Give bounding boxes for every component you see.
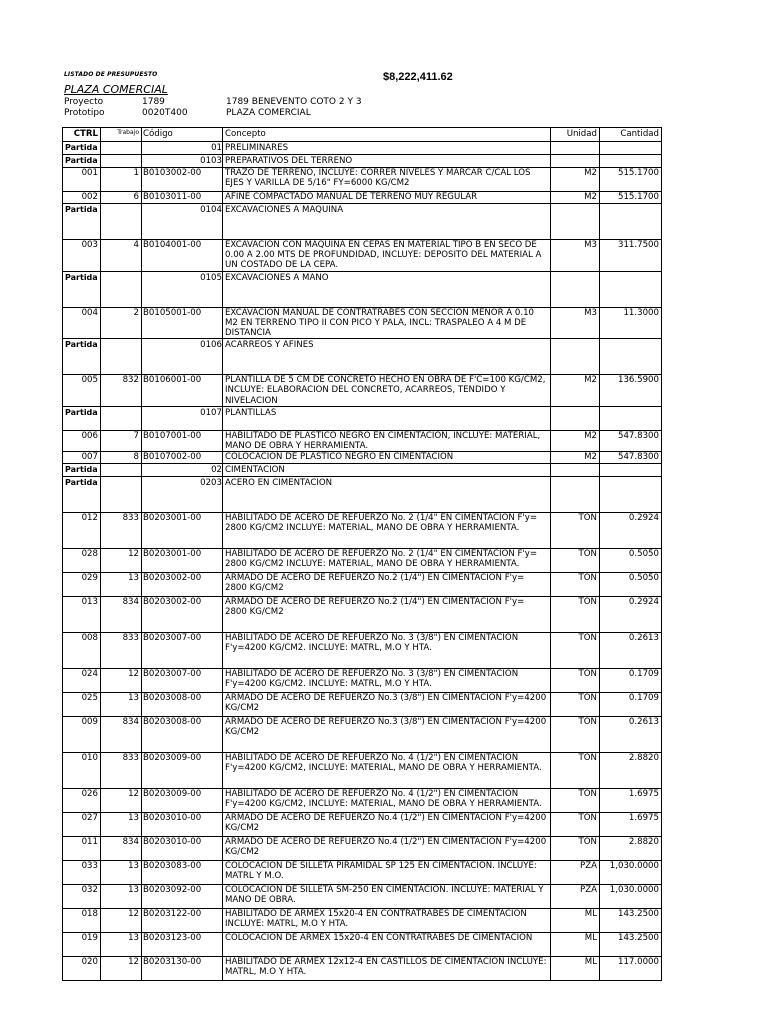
proyecto-code: 1789	[142, 97, 165, 107]
proyecto-desc: 1789 BENEVENTO COTO 2 Y 3	[226, 97, 362, 107]
unidad-cell: TON	[551, 753, 600, 789]
empty-cell	[551, 271, 600, 307]
empty-cell	[600, 271, 662, 307]
partida-row	[63, 406, 662, 430]
codigo-cell: B0203010-00	[142, 837, 223, 861]
unidad-cell: TON	[551, 837, 600, 861]
ctrl-cell: 027	[63, 813, 101, 837]
concepto-cell: HABILITADO DE ACERO DE REFUERZO No. 2 (1/4" EN CIMENTACION F'y= 2800 KG/CM2 INCLUYE: MATERIAL, MANO DE OBRA Y HERRAMIENTA.	[223, 549, 551, 573]
prototipo-code: 0020T400	[142, 108, 188, 118]
cantidad-cell: 117.0000	[600, 957, 662, 981]
ctrl-cell: 005	[63, 375, 101, 407]
trabajo-cell: 12	[101, 549, 142, 573]
empty-cell	[600, 406, 662, 430]
prototipo-label: Prototipo	[64, 108, 105, 118]
trabajo-cell: 2	[101, 307, 142, 339]
table-row	[63, 430, 662, 451]
col-header-unidad: Unidad	[551, 128, 600, 142]
trabajo-cell: 4	[101, 240, 142, 272]
codigo-cell: B0203002-00	[142, 573, 223, 597]
concepto-cell: ARMADO DE ACERO DE REFUERZO No.4 (1/2") EN CIMENTACION F'y=4200 KG/CM2	[223, 813, 551, 837]
budget-total: $8,222,411.62	[383, 71, 453, 83]
prototipo-desc: PLAZA COMERCIAL	[226, 108, 311, 118]
trabajo-cell: 6	[101, 192, 142, 204]
unidad-cell: TON	[551, 549, 600, 573]
table-row	[63, 452, 662, 464]
ctrl-cell: 008	[63, 633, 101, 669]
codigo-cell: B0203001-00	[142, 549, 223, 573]
ctrl-cell: 033	[63, 861, 101, 885]
ctrl-cell: 002	[63, 192, 101, 204]
cantidad-cell: 2.8820	[600, 837, 662, 861]
concepto-cell: HABILITADO DE ACERO DE REFUERZO No. 4 (1/2") EN CIMENTACION F'y=4200 KG/CM2, INCLUYE: MATERIAL, MANO DE OBRA Y HERRAMIENTA.	[223, 753, 551, 789]
partida-concept: EXCAVACIONES A MAQUINA	[223, 204, 551, 240]
table-body	[63, 142, 662, 981]
partida-concept: PRELIMINARES	[223, 142, 551, 155]
unidad-cell: M2	[551, 452, 600, 464]
trabajo-cell: 832	[101, 375, 142, 407]
cantidad-cell: 515.1700	[600, 168, 662, 192]
ctrl-cell: 020	[63, 957, 101, 981]
table-row	[63, 192, 662, 204]
ctrl-cell: 013	[63, 597, 101, 633]
cantidad-cell: 0.2613	[600, 717, 662, 753]
cantidad-cell: 143.2500	[600, 909, 662, 933]
partida-label: Partida	[63, 464, 101, 477]
concepto-cell: COLOCACION DE PLASTICO NEGRO EN CIMENTACION	[223, 452, 551, 464]
codigo-cell: B0107002-00	[142, 452, 223, 464]
cantidad-cell: 1,030.0000	[600, 861, 662, 885]
partida-row	[63, 204, 662, 240]
budget-table	[62, 127, 662, 981]
table-row	[63, 693, 662, 717]
trabajo-cell: 12	[101, 957, 142, 981]
concepto-cell: ARMADO DE ACERO DE REFUERZO No.3 (3/8") EN CIMENTACION F'y=4200 KG/CM2	[223, 693, 551, 717]
proyecto-label: Proyecto	[64, 97, 104, 107]
codigo-cell: B0203092-00	[142, 885, 223, 909]
partida-concept: ACARREOS Y AFINES	[223, 339, 551, 375]
concepto-cell: HABILITADO DE ARMEX 12x12-4 EN CASTILLOS DE CIMENTACION INCLUYE: MATRL, M.O Y HTA.	[223, 957, 551, 981]
col-header-codigo: Código	[142, 128, 223, 142]
partida-concept: CIMENTACION	[223, 464, 551, 477]
empty-cell	[101, 271, 142, 307]
trabajo-cell: 834	[101, 597, 142, 633]
trabajo-cell: 13	[101, 573, 142, 597]
codigo-cell: B0203007-00	[142, 669, 223, 693]
cantidad-cell: 547.8300	[600, 452, 662, 464]
partida-code: 02	[142, 464, 223, 477]
table-row	[63, 168, 662, 192]
concepto-cell: COLOCACION DE SILLETA SM-250 EN CIMENTACION. INCLUYE: MATERIAL Y MANO DE OBRA.	[223, 885, 551, 909]
table-row	[63, 669, 662, 693]
table-row	[63, 597, 662, 633]
partida-code: 0105	[142, 271, 223, 307]
empty-cell	[551, 464, 600, 477]
trabajo-cell: 13	[101, 813, 142, 837]
table-row	[63, 753, 662, 789]
concepto-cell: HABILITADO DE ACERO DE REFUERZO No. 4 (1/2") EN CIMENTACION F'y=4200 KG/CM2, INCLUYE: MATERIAL, MANO DE OBRA Y HERRAMIENTA.	[223, 789, 551, 813]
table-row	[63, 933, 662, 957]
empty-cell	[101, 406, 142, 430]
concepto-cell: HABILITADO DE ACERO DE REFUERZO No. 3 (3/8") EN CIMENTACION F'y=4200 KG/CM2. INCLUYE: MATRL, M.O Y HTA.	[223, 633, 551, 669]
partida-concept: PLANTILLAS	[223, 406, 551, 430]
concepto-cell: HABILITADO DE ARMEX 15x20-4 EN CONTRATRABES DE CIMENTACION INCLUYE: MATRL, M.O Y HTA.	[223, 909, 551, 933]
table-row	[63, 837, 662, 861]
table-row	[63, 717, 662, 753]
partida-row	[63, 477, 662, 513]
partida-code: 0103	[142, 155, 223, 168]
empty-cell	[600, 204, 662, 240]
table-row	[63, 573, 662, 597]
table-row	[63, 549, 662, 573]
concepto-cell: ARMADO DE ACERO DE REFUERZO No.2 (1/4") EN CIMENTACION F'y= 2800 KG/CM2	[223, 573, 551, 597]
table-row	[63, 957, 662, 981]
unidad-cell: ML	[551, 957, 600, 981]
trabajo-cell: 833	[101, 633, 142, 669]
ctrl-cell: 004	[63, 307, 101, 339]
cantidad-cell: 2.8820	[600, 753, 662, 789]
cantidad-cell: 0.1709	[600, 693, 662, 717]
cantidad-cell: 0.2924	[600, 597, 662, 633]
partida-row	[63, 464, 662, 477]
unidad-cell: ML	[551, 909, 600, 933]
table-row	[63, 513, 662, 549]
partida-concept: ACERO EN CIMENTACION	[223, 477, 551, 513]
unidad-cell: TON	[551, 813, 600, 837]
cantidad-cell: 143.2500	[600, 933, 662, 957]
ctrl-cell: 026	[63, 789, 101, 813]
ctrl-cell: 007	[63, 452, 101, 464]
partida-concept: PREPARATIVOS DEL TERRENO	[223, 155, 551, 168]
unidad-cell: TON	[551, 693, 600, 717]
table-row	[63, 885, 662, 909]
col-header-ctrl: CTRL	[63, 128, 101, 142]
ctrl-cell: 029	[63, 573, 101, 597]
ctrl-cell: 012	[63, 513, 101, 549]
table-row	[63, 909, 662, 933]
empty-cell	[600, 142, 662, 155]
codigo-cell: B0203009-00	[142, 753, 223, 789]
partida-label: Partida	[63, 477, 101, 513]
codigo-cell: B0203009-00	[142, 789, 223, 813]
ctrl-cell: 010	[63, 753, 101, 789]
unidad-cell: M2	[551, 168, 600, 192]
unidad-cell: TON	[551, 789, 600, 813]
codigo-cell: B0203008-00	[142, 693, 223, 717]
empty-cell	[551, 142, 600, 155]
concepto-cell: PLANTILLA DE 5 CM DE CONCRETO HECHO EN OBRA DE F'C=100 KG/CM2, INCLUYE: ELABORACION DEL CONCRETO, ACARREOS, TENDIDO Y NIVELACION	[223, 375, 551, 407]
partida-code: 0106	[142, 339, 223, 375]
cantidad-cell: 311.7500	[600, 240, 662, 272]
ctrl-cell: 028	[63, 549, 101, 573]
unidad-cell: TON	[551, 513, 600, 549]
codigo-cell: B0107001-00	[142, 430, 223, 451]
partida-label: Partida	[63, 142, 101, 155]
cantidad-cell: 0.5050	[600, 549, 662, 573]
unidad-cell: M2	[551, 192, 600, 204]
ctrl-cell: 009	[63, 717, 101, 753]
partida-row	[63, 339, 662, 375]
ctrl-cell: 006	[63, 430, 101, 451]
trabajo-cell: 12	[101, 789, 142, 813]
partida-code: 0203	[142, 477, 223, 513]
codigo-cell: B0203010-00	[142, 813, 223, 837]
trabajo-cell: 12	[101, 909, 142, 933]
empty-cell	[600, 477, 662, 513]
concepto-cell: AFINE COMPACTADO MANUAL DE TERRENO MUY REGULAR	[223, 192, 551, 204]
concepto-cell: HABILITADO DE PLASTICO NEGRO EN CIMENTACION, INCLUYE: MATERIAL, MANO DE OBRA Y HERRAMIENTA.	[223, 430, 551, 451]
partida-label: Partida	[63, 204, 101, 240]
ctrl-cell: 003	[63, 240, 101, 272]
unidad-cell: M3	[551, 240, 600, 272]
concepto-cell: HABILITADO DE ACERO DE REFUERZO No. 2 (1/4" EN CIMENTACION F'y= 2800 KG/CM2 INCLUYE: MATERIAL, MANO DE OBRA Y HERRAMIENTA.	[223, 513, 551, 549]
trabajo-cell: 834	[101, 837, 142, 861]
partida-label: Partida	[63, 406, 101, 430]
cantidad-cell: 1.6975	[600, 813, 662, 837]
unidad-cell: PZA	[551, 885, 600, 909]
concepto-cell: COLOCACION DE ARMEX 15x20-4 EN CONTRATRABES DE CIMENTACION	[223, 933, 551, 957]
codigo-cell: B0103002-00	[142, 168, 223, 192]
unidad-cell: TON	[551, 573, 600, 597]
concepto-cell: EXCAVACION MANUAL DE CONTRATRABES CON SECCION MENOR A 0.10 M2 EN TERRENO TIPO II CON PICO Y PALA, INCL: TRASPALEO A 4 M DE DISTANCIA	[223, 307, 551, 339]
unidad-cell: M2	[551, 375, 600, 407]
cantidad-cell: 1.6975	[600, 789, 662, 813]
partida-row	[63, 155, 662, 168]
cantidad-cell: 547.8300	[600, 430, 662, 451]
empty-cell	[101, 477, 142, 513]
codigo-cell: B0203123-00	[142, 933, 223, 957]
cantidad-cell: 515.1700	[600, 192, 662, 204]
trabajo-cell: 12	[101, 669, 142, 693]
partida-code: 0104	[142, 204, 223, 240]
table-row	[63, 813, 662, 837]
codigo-cell: B0203122-00	[142, 909, 223, 933]
unidad-cell: TON	[551, 717, 600, 753]
trabajo-cell: 833	[101, 513, 142, 549]
empty-cell	[101, 464, 142, 477]
partida-code: 0107	[142, 406, 223, 430]
empty-cell	[101, 155, 142, 168]
codigo-cell: B0203083-00	[142, 861, 223, 885]
ctrl-cell: 019	[63, 933, 101, 957]
trabajo-cell: 1	[101, 168, 142, 192]
cantidad-cell: 1,030.0000	[600, 885, 662, 909]
empty-cell	[600, 464, 662, 477]
ctrl-cell: 001	[63, 168, 101, 192]
trabajo-cell: 8	[101, 452, 142, 464]
table-row	[63, 240, 662, 272]
cantidad-cell: 0.1709	[600, 669, 662, 693]
empty-cell	[551, 406, 600, 430]
partida-code: 01	[142, 142, 223, 155]
unidad-cell: PZA	[551, 861, 600, 885]
unidad-cell: M2	[551, 430, 600, 451]
table-row	[63, 307, 662, 339]
trabajo-cell: 13	[101, 693, 142, 717]
partida-label: Partida	[63, 339, 101, 375]
codigo-cell: B0203001-00	[142, 513, 223, 549]
concepto-cell: ARMADO DE ACERO DE REFUERZO No.4 (1/2") EN CIMENTACION F'y=4200 KG/CM2	[223, 837, 551, 861]
ctrl-cell: 011	[63, 837, 101, 861]
unidad-cell: TON	[551, 633, 600, 669]
col-header-concepto: Concepto	[223, 128, 551, 142]
cantidad-cell: 0.2613	[600, 633, 662, 669]
trabajo-cell: 7	[101, 430, 142, 451]
codigo-cell: B0203130-00	[142, 957, 223, 981]
col-header-trabajo: Trabajo	[101, 128, 142, 142]
table-row	[63, 375, 662, 407]
codigo-cell: B0106001-00	[142, 375, 223, 407]
empty-cell	[551, 477, 600, 513]
empty-cell	[101, 339, 142, 375]
ctrl-cell: 025	[63, 693, 101, 717]
empty-cell	[551, 204, 600, 240]
partida-row	[63, 142, 662, 155]
unidad-cell: TON	[551, 669, 600, 693]
partida-concept: EXCAVACIONES A MANO	[223, 271, 551, 307]
trabajo-cell: 834	[101, 717, 142, 753]
trabajo-cell: 13	[101, 861, 142, 885]
cantidad-cell: 0.2924	[600, 513, 662, 549]
codigo-cell: B0103011-00	[142, 192, 223, 204]
cantidad-cell: 11.3000	[600, 307, 662, 339]
table-row	[63, 861, 662, 885]
empty-cell	[551, 339, 600, 375]
cantidad-cell: 136.5900	[600, 375, 662, 407]
concepto-cell: ARMADO DE ACERO DE REFUERZO No.2 (1/4") EN CIMENTACION F'y= 2800 KG/CM2	[223, 597, 551, 633]
cantidad-cell: 0.5050	[600, 573, 662, 597]
empty-cell	[101, 142, 142, 155]
trabajo-cell: 13	[101, 933, 142, 957]
codigo-cell: B0104001-00	[142, 240, 223, 272]
ctrl-cell: 032	[63, 885, 101, 909]
partida-label: Partida	[63, 155, 101, 168]
ctrl-cell: 018	[63, 909, 101, 933]
concepto-cell: EXCAVACION CON MAQUINA EN CEPAS EN MATERIAL TIPO B EN SECO DE 0.00 A 2.00 MTS DE PROFUNDIDAD, INCLUYE: DEPOSITO DEL MATERIAL A UN COSTADO DE LA CEPA.	[223, 240, 551, 272]
trabajo-cell: 833	[101, 753, 142, 789]
codigo-cell: B0105001-00	[142, 307, 223, 339]
empty-cell	[600, 339, 662, 375]
table-row	[63, 789, 662, 813]
unidad-cell: TON	[551, 597, 600, 633]
trabajo-cell: 13	[101, 885, 142, 909]
partida-row	[63, 271, 662, 307]
col-header-cantidad: Cantidad	[600, 128, 662, 142]
partida-label: Partida	[63, 271, 101, 307]
empty-cell	[101, 204, 142, 240]
empty-cell	[600, 155, 662, 168]
empty-cell	[551, 155, 600, 168]
table-row	[63, 633, 662, 669]
codigo-cell: B0203008-00	[142, 717, 223, 753]
concepto-cell: HABILITADO DE ACERO DE REFUERZO No. 3 (3/8") EN CIMENTACION F'y=4200 KG/CM2. INCLUYE: MATRL, M.O Y HTA.	[223, 669, 551, 693]
concepto-cell: ARMADO DE ACERO DE REFUERZO No.3 (3/8") EN CIMENTACION F'y=4200 KG/CM2	[223, 717, 551, 753]
codigo-cell: B0203002-00	[142, 597, 223, 633]
listing-label: LISTADO DE PRESUPUESTO	[64, 71, 158, 78]
table-header-row	[63, 128, 662, 142]
codigo-cell: B0203007-00	[142, 633, 223, 669]
unidad-cell: M3	[551, 307, 600, 339]
concepto-cell: COLOCACION DE SILLETA PIRAMIDAL SP 125 EN CIMENTACION. INCLUYE: MATRL Y M.O.	[223, 861, 551, 885]
unidad-cell: ML	[551, 933, 600, 957]
project-title: PLAZA COMERCIAL	[64, 83, 168, 96]
ctrl-cell: 024	[63, 669, 101, 693]
concepto-cell: TRAZO DE TERRENO, INCLUYE: CORRER NIVELES Y MARCAR C/CAL LOS EJES Y VARILLA DE 5/16" FY=6000 KG/CM2	[223, 168, 551, 192]
